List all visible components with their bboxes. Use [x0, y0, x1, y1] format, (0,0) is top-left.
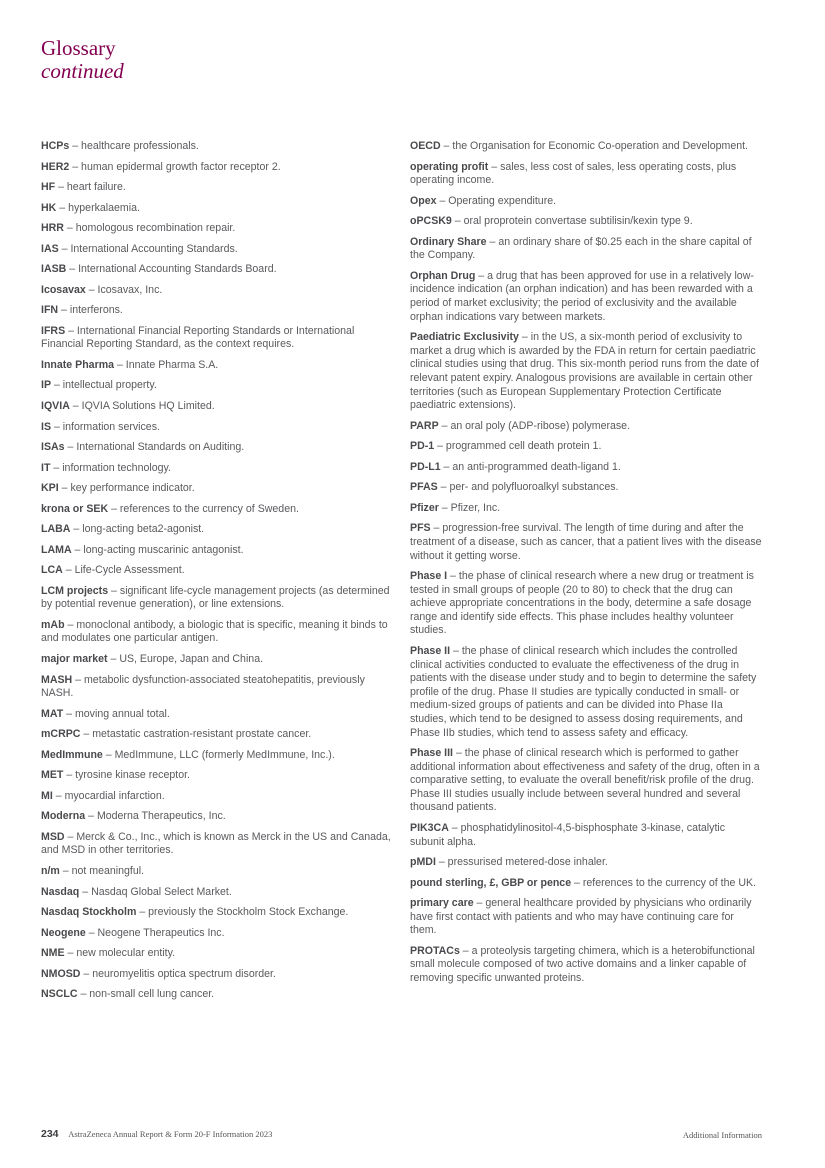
glossary-term: IFN: [41, 304, 59, 317]
glossary-definition: significant life-cycle management projects (as determined by potential revenue generation), or line extensions.: [41, 584, 390, 611]
glossary-entry: pMDI – pressurised metered-dose inhaler.: [410, 856, 608, 869]
glossary-entry: IASB – International Accounting Standards Board.: [41, 263, 277, 276]
glossary-definition: Icosavax, Inc.: [97, 283, 163, 296]
glossary-definition: in the US, a six-month period of exclusivity to market a drug which is awarded by the FDA in return for certain paediatric clinical studies using that drug. This six-month period runs from the date of relevant patent expiry. Analogous provisions are available in certain other territories (such as European Supplementary Protection Certificate paediatric extensions).: [410, 331, 759, 412]
glossary-column-left: [41, 140, 393, 1009]
glossary-entry: IQVIA – IQVIA Solutions HQ Limited.: [41, 399, 215, 412]
glossary-definition: homologous recombination repair.: [75, 222, 236, 235]
glossary-definition: Innate Pharma S.A.: [125, 358, 219, 371]
glossary-definition: references to the currency of the UK.: [582, 876, 756, 889]
glossary-entry: PROTACs – a proteolysis targeting chimera, which is a heterobifunctional small molecule composed of two active domains and a linker capable of removing specific unwanted proteins.: [410, 944, 755, 985]
glossary-definition: International Accounting Standards.: [70, 242, 238, 255]
page-title: Glossary: [41, 36, 116, 60]
glossary-term: IS: [41, 420, 52, 433]
glossary-definition: myocardial infarction.: [64, 789, 165, 802]
glossary-entry: PFS – progression-free survival. The length of time during and after the treatment of a disease, such as cancer, that a patient lives with the disease without it getting worse.: [410, 522, 762, 562]
glossary-definition: key performance indicator.: [70, 482, 195, 495]
glossary-definition: Neogene Therapeutics Inc.: [97, 926, 225, 939]
glossary-term: Innate Pharma: [41, 358, 115, 371]
glossary-term: PFS: [410, 522, 431, 535]
glossary-definition: the phase of clinical research where a new drug or treatment is tested in small groups of people (20 to 80) to check that the drug can achieve appropriate concentrations in the body, determine a safe dosage range and identify side effects. This phase includes healthy volunteer studies.: [410, 570, 754, 637]
glossary-entry: operating profit – sales, less cost of sales, less operating costs, plus operating income.: [410, 160, 737, 187]
glossary-term: krona or SEK: [41, 502, 109, 515]
glossary-term: MSD: [41, 830, 65, 843]
glossary-entry: IS – information services.: [41, 420, 160, 433]
glossary-entry: IP – intellectual property.: [41, 379, 157, 392]
glossary-term: major market: [41, 653, 108, 665]
glossary-entry: MI – myocardial infarction.: [41, 789, 165, 802]
glossary-term: NMOSD: [41, 967, 81, 980]
glossary-definition: MedImmune, LLC (formerly MedImmune, Inc.).: [114, 748, 335, 761]
glossary-definition: progression-free survival. The length of time during and after the treatment of a disease, such as cancer, that a patient lives with the disease without it getting worse.: [410, 522, 762, 562]
glossary-definition: not meaningful.: [71, 864, 145, 877]
glossary-definition: healthcare professionals.: [81, 140, 199, 152]
glossary-entry: PARP – an oral poly (ADP-ribose) polymerase.: [410, 419, 631, 432]
glossary-term: IT: [41, 461, 51, 474]
page-footer: [41, 1128, 762, 1142]
glossary-term: IFRS: [41, 324, 66, 337]
glossary-definition: interferons.: [69, 304, 123, 317]
glossary-definition: neuromyelitis optica spectrum disorder.: [92, 967, 276, 980]
glossary-entry: MAT – moving annual total.: [41, 707, 170, 720]
publication-title: AstraZeneca Annual Report & Form 20-F Information 2023: [68, 1129, 273, 1139]
glossary-definition: a proteolysis targeting chimera, which is a heterobifunctional small molecule composed of two active domains and a linker capable of removing specific unwanted proteins.: [410, 944, 755, 985]
glossary-definition: the phase of clinical research which includes the controlled clinical activities conducted to evaluate the effectiveness of the drug in patients with the disease under study and to begin to determine the safety profile of the drug. Phase II studies are typically conducted in small- or medium-sized groups of patients and can be divided into Phase IIa studies, which tend to be designed to assess dosing requirements, and Phase IIb studies, which tend to assess safety and efficacy.: [410, 644, 757, 739]
glossary-term: NME: [41, 947, 65, 960]
glossary-term: Phase I: [410, 570, 448, 583]
glossary-definition: general healthcare provided by physicians who ordinarily have first contact with patients and who may have continuing care for them.: [410, 897, 752, 937]
glossary-definition: moving annual total.: [74, 707, 170, 720]
glossary-entry: HRR – homologous recombination repair.: [41, 222, 236, 235]
glossary-definition: oral proprotein convertase subtilisin/kexin type 9.: [463, 215, 693, 228]
glossary-definition: programmed cell death protein 1.: [445, 440, 602, 453]
glossary-definition: monoclonal antibody, a biologic that is specific, meaning it binds to and modulates one particular antigen.: [41, 618, 388, 645]
glossary-entry: NSCLC – non-small cell lung cancer.: [41, 988, 215, 1001]
glossary-term: KPI: [41, 482, 59, 495]
glossary-entry: Phase III – the phase of clinical research which is performed to gather additional information about effectiveness and safety of the drug, often in a comparative setting, to evaluate the overall benefit/risk profile of the drug. Phase III studies usually include between several hundred and several thousand patients.: [410, 747, 760, 814]
glossary-term: Phase III: [410, 747, 453, 760]
glossary-entry: Opex – Operating expenditure.: [410, 194, 557, 207]
glossary-definition: Merck & Co., Inc., which is known as Merck in the US and Canada, and MSD in other territories.: [41, 830, 391, 857]
glossary-entry: Moderna – Moderna Therapeutics, Inc.: [41, 810, 226, 823]
glossary-entry: krona or SEK – references to the currency of Sweden.: [41, 502, 299, 515]
glossary-term: Opex: [410, 194, 437, 207]
glossary-definition: information services.: [62, 420, 160, 433]
glossary-column-right: [410, 140, 762, 993]
glossary-entry: Ordinary Share – an ordinary share of $0.25 each in the share capital of the Company.: [410, 235, 752, 262]
glossary-entry: MedImmune – MedImmune, LLC (formerly MedImmune, Inc.).: [41, 748, 335, 761]
glossary-entry: PD-L1 – an anti-programmed death-ligand 1.: [410, 460, 621, 473]
glossary-entry: IT – information technology.: [41, 461, 171, 474]
glossary-entry: Nasdaq – Nasdaq Global Select Market.: [41, 885, 232, 898]
glossary-entry: LABA – long-acting beta2-agonist.: [41, 523, 205, 536]
glossary-definition: references to the currency of Sweden.: [119, 502, 299, 515]
glossary-definition: an oral poly (ADP-ribose) polymerase.: [450, 419, 631, 432]
glossary-term: IP: [41, 379, 52, 392]
glossary-definition: an anti-programmed death-ligand 1.: [452, 460, 621, 473]
glossary-definition: US, Europe, Japan and China.: [119, 653, 264, 665]
glossary-term: Pfizer: [410, 501, 439, 514]
glossary-term: PD-L1: [410, 460, 441, 473]
glossary-term: Paediatric Exclusivity: [410, 331, 519, 344]
glossary-term: IQVIA: [41, 399, 70, 412]
glossary-term: NSCLC: [41, 988, 78, 1001]
glossary-definition: the Organisation for Economic Co-operation and Development.: [452, 140, 749, 152]
glossary-entry: mAb – monoclonal antibody, a biologic that is specific, meaning it binds to and modulates one particular antigen.: [41, 618, 388, 645]
glossary-entry: Phase I – the phase of clinical research where a new drug or treatment is tested in small groups of people (20 to 80) to check that the drug can achieve appropriate concentrations in the body, determine a safe dosage range and identify side effects. This phase includes healthy volunteer studies.: [410, 570, 754, 637]
glossary-term: HER2: [41, 160, 70, 173]
glossary-entry: pound sterling, £, GBP or pence – references to the currency of the UK.: [410, 876, 756, 889]
glossary-term: ISAs: [41, 441, 65, 454]
glossary-definition: non-small cell lung cancer.: [89, 988, 215, 1001]
glossary-term: PARP: [410, 419, 439, 432]
glossary-entry: Innate Pharma – Innate Pharma S.A.: [41, 358, 219, 371]
glossary-definition: human epidermal growth factor receptor 2.: [81, 160, 281, 173]
glossary-definition: the phase of clinical research which is performed to gather additional information about effectiveness and safety of the drug, often in a comparative setting, to evaluate the overall benefit/risk profile of the drug. Phase III studies usually include between several hundred and several thousand patients.: [410, 747, 760, 814]
glossary-definition: sales, less cost of sales, less operating costs, plus operating income.: [410, 160, 737, 187]
glossary-term: OECD: [410, 140, 441, 152]
glossary-entry: mCRPC – metastatic castration-resistant prostate cancer.: [41, 728, 312, 741]
glossary-entry: KPI – key performance indicator.: [41, 482, 195, 495]
glossary-entry: OECD – the Organisation for Economic Co-operation and Development.: [410, 140, 749, 152]
glossary-entry: HER2 – human epidermal growth factor receptor 2.: [41, 160, 281, 173]
glossary-definition: previously the Stockholm Stock Exchange.: [148, 906, 349, 919]
glossary-term: PD-1: [410, 440, 435, 453]
glossary-definition: pressurised metered-dose inhaler.: [447, 856, 608, 869]
glossary-entry: primary care – general healthcare provided by physicians who ordinarily have first contact with patients and who may have continuing care for them.: [410, 897, 752, 937]
glossary-entry: IFN – interferons.: [41, 304, 123, 317]
glossary-definition: long-acting muscarinic antagonist.: [83, 543, 244, 556]
glossary-definition: hyperkalaemia.: [68, 201, 140, 214]
glossary-term: HRR: [41, 222, 64, 235]
glossary-term: MedImmune: [41, 748, 103, 761]
glossary-entry: HF – heart failure.: [41, 181, 126, 194]
glossary-entry: LCM projects – significant life-cycle management projects (as determined by potential revenue generation), or line extensions.: [41, 584, 390, 611]
glossary-definition: tyrosine kinase receptor.: [75, 769, 190, 782]
glossary-definition: Moderna Therapeutics, Inc.: [96, 810, 226, 823]
glossary-definition: metabolic dysfunction-associated steatohepatitis, previously NASH.: [41, 673, 365, 700]
glossary-entry: Pfizer – Pfizer, Inc.: [410, 501, 501, 514]
glossary-term: Orphan Drug: [410, 269, 476, 282]
glossary-definition: International Financial Reporting Standards or International Financial Reporting Standard, as the context requires.: [41, 324, 355, 351]
glossary-term: HCPs: [41, 140, 70, 152]
glossary-definition: Operating expenditure.: [448, 194, 557, 207]
glossary-definition: Nasdaq Global Select Market.: [91, 885, 232, 898]
glossary-definition: IQVIA Solutions HQ Limited.: [81, 399, 215, 412]
glossary-entry: major market – US, Europe, Japan and China.: [41, 653, 264, 665]
glossary-term: pMDI: [410, 856, 436, 869]
glossary-term: primary care: [410, 897, 474, 910]
glossary-entry: NME – new molecular entity.: [41, 947, 176, 960]
glossary-term: Moderna: [41, 810, 86, 823]
glossary-term: LABA: [41, 523, 71, 536]
glossary-term: LCA: [41, 564, 63, 577]
glossary-term: MASH: [41, 673, 73, 686]
glossary-term: PROTACs: [410, 944, 460, 957]
glossary-term: MAT: [41, 707, 64, 720]
glossary-definition: an ordinary share of $0.25 each in the share capital of the Company.: [410, 235, 752, 262]
glossary-term: Phase II: [410, 644, 451, 657]
glossary-definition: Pfizer, Inc.: [450, 501, 501, 514]
glossary-entry: PD-1 – programmed cell death protein 1.: [410, 440, 602, 453]
section-name: Additional Information: [682, 1130, 762, 1140]
glossary-entry: Nasdaq Stockholm – previously the Stockholm Stock Exchange.: [41, 906, 349, 919]
glossary-term: Nasdaq: [41, 885, 80, 898]
glossary-entry: oPCSK9 – oral proprotein convertase subtilisin/kexin type 9.: [410, 215, 693, 228]
glossary-definition: phosphatidylinositol-4,5-bisphosphate 3-kinase, catalytic subunit alpha.: [410, 821, 726, 848]
glossary-term: oPCSK9: [410, 215, 452, 228]
glossary-entry: LAMA – long-acting muscarinic antagonist.: [41, 543, 244, 556]
glossary-term: Nasdaq Stockholm: [41, 906, 137, 919]
glossary-definition: intellectual property.: [62, 379, 157, 392]
glossary-entry: IFRS – International Financial Reporting Standards or International Financial Reporting Standard, as the context requires.: [41, 324, 355, 351]
glossary-entry: MASH – metabolic dysfunction-associated steatohepatitis, previously NASH.: [41, 673, 365, 700]
glossary-entry: HCPs – healthcare professionals.: [41, 140, 199, 152]
glossary-definition: per- and polyfluoroalkyl substances.: [449, 481, 619, 494]
glossary-term: Icosavax: [41, 283, 86, 296]
glossary-entry: PFAS – per- and polyfluoroalkyl substances.: [410, 481, 619, 494]
glossary-definition: International Accounting Standards Board.: [78, 263, 277, 276]
glossary-term: LAMA: [41, 543, 72, 556]
glossary-definition: new molecular entity.: [76, 947, 176, 960]
glossary-entry: MSD – Merck & Co., Inc., which is known as Merck in the US and Canada, and MSD in other territories.: [41, 830, 391, 857]
glossary-term: HK: [41, 201, 57, 214]
glossary-term: Ordinary Share: [410, 235, 487, 248]
page-subtitle: continued: [41, 59, 124, 83]
glossary-entry: n/m – not meaningful.: [41, 864, 145, 877]
glossary-term: mCRPC: [41, 728, 81, 741]
glossary-entry: HK – hyperkalaemia.: [41, 201, 140, 214]
footer-left: [41, 1128, 272, 1140]
page-header: [41, 36, 124, 82]
glossary-entry: PIK3CA – phosphatidylinositol-4,5-bisphosphate 3-kinase, catalytic subunit alpha.: [410, 821, 726, 848]
glossary-definition: heart failure.: [66, 181, 126, 194]
glossary-entry: Orphan Drug – a drug that has been approved for use in a relatively low-incidence indication (an orphan indication) and has been rewarded with a period of market exclusivity; the period of exclusivity and the available orphan indications vary between markets.: [410, 269, 754, 323]
glossary-definition: International Standards on Auditing.: [76, 441, 245, 454]
glossary-definition: long-acting beta2-agonist.: [82, 523, 205, 536]
glossary-entry: Paediatric Exclusivity – in the US, a six-month period of exclusivity to market a drug which is awarded by the FDA in return for certain paediatric clinical studies using that drug. This six-month period runs from the date of relevant patent expiry. Analogous provisions are available in certain other territories (such as European Supplementary Protection Certificate paediatric extensions).: [410, 331, 759, 412]
glossary-term: HF: [41, 181, 56, 194]
glossary-term: PFAS: [410, 481, 438, 494]
glossary-term: MI: [41, 789, 53, 802]
glossary-entry: MET – tyrosine kinase receptor.: [41, 769, 190, 782]
glossary-term: MET: [41, 769, 64, 782]
glossary-definition: a drug that has been approved for use in a relatively low-incidence indication (an orphan indication) and has been rewarded with a period of market exclusivity; the period of exclusivity and the available orphan indications vary between markets.: [410, 269, 754, 323]
glossary-term: Neogene: [41, 926, 86, 939]
glossary-entry: LCA – Life-Cycle Assessment.: [41, 564, 185, 577]
glossary-term: pound sterling, £, GBP or pence: [410, 876, 572, 889]
glossary-entry: NMOSD – neuromyelitis optica spectrum disorder.: [41, 967, 276, 980]
glossary-term: mAb: [41, 618, 65, 631]
glossary-entry: ISAs – International Standards on Auditing.: [41, 441, 245, 454]
glossary-entry: Neogene – Neogene Therapeutics Inc.: [41, 926, 225, 939]
glossary-term: LCM projects: [41, 584, 109, 597]
glossary-entry: Phase II – the phase of clinical research which includes the controlled clinical activities conducted to evaluate the effectiveness of the drug in patients with the disease under study and to begin to determine the safety profile of the drug. Phase II studies are typically conducted in small- or medium-sized groups of patients and can be divided into Phase IIa studies, which tend to be designed to assess dosing requirements, and Phase IIb studies, which tend to assess safety and efficacy.: [410, 644, 757, 739]
glossary-entry: IAS – International Accounting Standards.: [41, 242, 238, 255]
glossary-term: IASB: [41, 263, 67, 276]
glossary-term: PIK3CA: [410, 821, 449, 834]
glossary-entry: Icosavax – Icosavax, Inc.: [41, 283, 163, 296]
glossary-term: n/m: [41, 864, 60, 877]
glossary-term: IAS: [41, 242, 59, 255]
glossary-definition: Life-Cycle Assessment.: [74, 564, 185, 577]
page-number: 234: [41, 1128, 59, 1140]
glossary-definition: information technology.: [62, 461, 171, 474]
glossary-term: operating profit: [410, 160, 489, 173]
glossary-definition: metastatic castration-resistant prostate cancer.: [92, 728, 312, 741]
